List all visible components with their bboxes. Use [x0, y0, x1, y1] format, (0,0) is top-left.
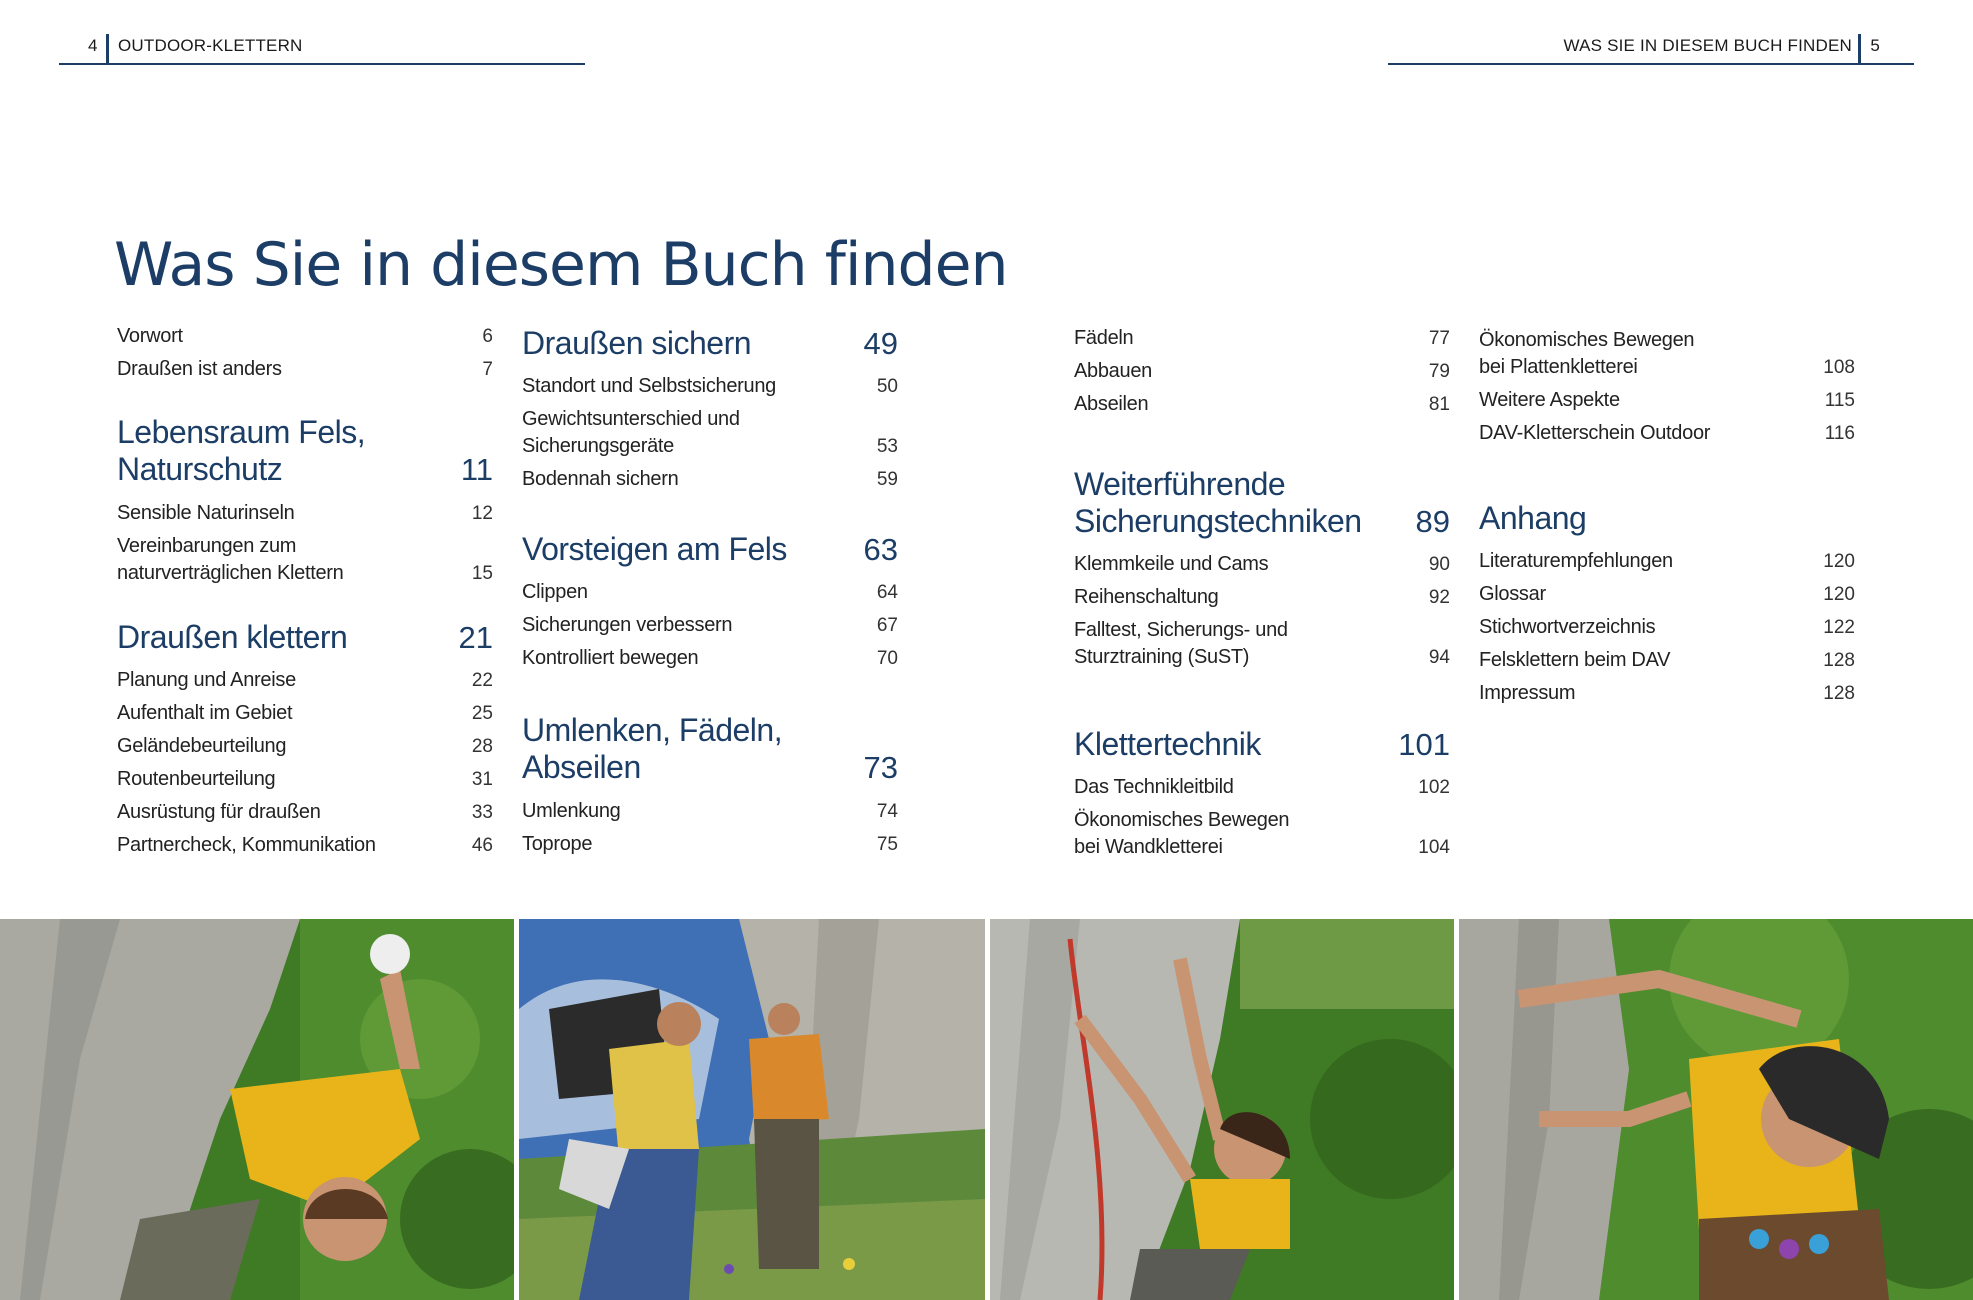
toc-label: Routenbeurteilung — [117, 768, 276, 790]
toc-label: Gewichtsunterschied und Sicherungsgeräte — [522, 408, 740, 457]
toc-chapter-draussen-klettern[interactable] — [117, 619, 493, 656]
toc-page: 70 — [876, 648, 898, 669]
toc-entry-routen[interactable] — [117, 766, 493, 793]
toc-label: Bodennah sichern — [522, 468, 679, 490]
toc-label: Felsklettern beim DAV — [1479, 649, 1671, 671]
toc-entry-faedeln[interactable] — [1074, 325, 1450, 352]
toc-label: Planung und Anreise — [117, 669, 296, 691]
toc-chapter-vorsteigen[interactable] — [522, 531, 898, 568]
toc-page: 128 — [1823, 683, 1855, 704]
toc-label: Falltest, Sicherungs- und Sturztraining (SuST) — [1074, 619, 1288, 668]
toc-entry-planung[interactable] — [117, 667, 493, 694]
toc-chapter-label: Draußen sichern — [522, 325, 752, 361]
toc-entry-felsklettern[interactable] — [1479, 647, 1855, 674]
toc-page: 67 — [876, 615, 898, 636]
toc-page: 12 — [471, 503, 493, 524]
header-rule-right — [1388, 63, 1914, 65]
toc-chapter-umlenken[interactable] — [522, 712, 898, 786]
toc-chapter-label: Draußen klettern — [117, 619, 348, 655]
toc-entry-gewicht[interactable] — [522, 406, 898, 460]
toc-page: 115 — [1824, 390, 1855, 411]
toc-entry-dav-schein[interactable] — [1479, 420, 1855, 447]
header-divider-right — [1858, 34, 1861, 64]
photo-helmet-climber — [1459, 919, 1973, 1300]
toc-entry-reihenschaltung[interactable] — [1074, 584, 1450, 611]
toc-page: 15 — [471, 563, 493, 584]
toc-page: 92 — [1428, 587, 1450, 608]
toc-label: DAV-Kletterschein Outdoor — [1479, 422, 1711, 444]
toc-page: 81 — [1428, 394, 1450, 415]
running-header-right — [1560, 34, 1880, 64]
toc-page: 120 — [1823, 584, 1855, 605]
toc-chapter-page: 63 — [863, 532, 898, 567]
toc-label: Reihenschaltung — [1074, 586, 1219, 608]
toc-page: 122 — [1823, 617, 1855, 638]
toc-page: 22 — [471, 670, 493, 691]
toc-chapter-page: 101 — [1398, 727, 1450, 762]
toc-page: 102 — [1418, 777, 1450, 798]
toc-label: Vorwort — [117, 325, 183, 347]
toc-entry-abseilen[interactable] — [1074, 391, 1450, 418]
photo-hikers — [519, 919, 985, 1300]
toc-entry-vorwort[interactable] — [117, 323, 493, 350]
toc-label: Abseilen — [1074, 393, 1149, 415]
toc-page: 90 — [1428, 554, 1450, 575]
toc-entry-plattenkletterei[interactable] — [1479, 327, 1855, 381]
toc-label: Ökonomisches Bewegen bei Wandkletterei — [1074, 809, 1290, 858]
toc-entry-literatur[interactable] — [1479, 548, 1855, 575]
toc-label: Geländebeurteilung — [117, 735, 287, 757]
toc-label: Draußen ist anders — [117, 358, 282, 380]
toc-chapter-page: 89 — [1415, 504, 1450, 539]
toc-label: Sicherungen verbessern — [522, 614, 733, 636]
toc-label: Glossar — [1479, 583, 1546, 605]
toc-entry-sicherungen[interactable] — [522, 612, 898, 639]
toc-entry-klemmkeile[interactable] — [1074, 551, 1450, 578]
toc-label: Sensible Naturinseln — [117, 502, 295, 524]
toc-chapter-page: 73 — [863, 750, 898, 785]
toc-entry-ausruestung[interactable] — [117, 799, 493, 826]
toc-entry-wandkletterei[interactable] — [1074, 807, 1450, 861]
toc-chapter-label: Anhang — [1479, 500, 1587, 536]
toc-label: Ökonomisches Bewegen bei Plattenkletterei — [1479, 329, 1695, 378]
toc-page: 116 — [1824, 423, 1855, 444]
toc-page: 31 — [471, 769, 493, 790]
toc-chapter-page: 49 — [863, 326, 898, 361]
toc-chapter-lebensraum[interactable] — [117, 414, 493, 488]
toc-label: Aufenthalt im Gebiet — [117, 702, 293, 724]
toc-label: Clippen — [522, 581, 588, 603]
toc-chapter-weiterfuehrend[interactable] — [1074, 466, 1450, 540]
toc-page: 108 — [1823, 357, 1855, 378]
toc-entry-naturinseln[interactable] — [117, 500, 493, 527]
toc-entry-abbauen[interactable] — [1074, 358, 1450, 385]
toc-page: 25 — [471, 703, 493, 724]
toc-entry-weitere[interactable] — [1479, 387, 1855, 414]
toc-label: Ausrüstung für draußen — [117, 801, 321, 823]
toc-page: 77 — [1428, 328, 1450, 349]
page-title: Was Sie in diesem Buch finden — [114, 230, 1008, 301]
toc-page: 6 — [482, 326, 493, 347]
toc-page: 74 — [876, 801, 898, 822]
toc-chapter-anhang[interactable] — [1479, 500, 1855, 537]
toc-page: 94 — [1428, 647, 1450, 668]
toc-label: Toprope — [522, 833, 593, 855]
toc-entry-bodennah[interactable] — [522, 466, 898, 493]
toc-page: 50 — [876, 376, 898, 397]
toc-page: 120 — [1823, 551, 1855, 572]
page-number-left: 4 — [88, 36, 98, 55]
toc-entry-glossar[interactable] — [1479, 581, 1855, 608]
toc-chapter-draussen-sichern[interactable] — [522, 325, 898, 362]
toc-page: 59 — [876, 469, 898, 490]
toc-label: Umlenkung — [522, 800, 621, 822]
toc-chapter-klettertechnik[interactable] — [1074, 726, 1450, 763]
toc-chapter-label: Lebensraum Fels, Naturschutz — [117, 414, 366, 487]
header-rule-left — [59, 63, 585, 65]
toc-entry-kontrolliert[interactable] — [522, 645, 898, 672]
toc-entry-gelaende[interactable] — [117, 733, 493, 760]
toc-page: 46 — [471, 835, 493, 856]
toc-label: Impressum — [1479, 682, 1576, 704]
toc-label: Standort und Selbstsicherung — [522, 375, 776, 397]
toc-chapter-page: 21 — [458, 620, 493, 655]
toc-entry-aufenthalt[interactable] — [117, 700, 493, 727]
toc-entry-standort[interactable] — [522, 373, 898, 400]
photo-boulderer — [0, 919, 514, 1300]
toc-chapter-label: Umlenken, Fädeln, Abseilen — [522, 712, 783, 785]
toc-entry-vereinbarungen[interactable] — [117, 533, 493, 587]
toc-page: 79 — [1428, 361, 1450, 382]
toc-label: Partnercheck, Kommunikation — [117, 834, 376, 856]
toc-chapter-label: Weiterführende Sicherungstechniken — [1074, 466, 1362, 539]
toc-label: Kontrolliert bewegen — [522, 647, 699, 669]
toc-label: Stichwortverzeichnis — [1479, 616, 1656, 638]
toc-label: Weitere Aspekte — [1479, 389, 1620, 411]
toc-chapter-label: Vorsteigen am Fels — [522, 531, 787, 567]
toc-entry-technikleitbild[interactable] — [1074, 774, 1450, 801]
running-title-right: WAS SIE IN DIESEM BUCH FINDEN — [1563, 36, 1852, 55]
toc-page: 128 — [1823, 650, 1855, 671]
toc-label: Literaturempfehlungen — [1479, 550, 1673, 572]
toc-page: 33 — [471, 802, 493, 823]
running-header-left — [88, 34, 588, 64]
photo-wall-climber — [990, 919, 1454, 1300]
toc-entry-impressum[interactable] — [1479, 680, 1855, 707]
toc-entry-stichwort[interactable] — [1479, 614, 1855, 641]
toc-page: 104 — [1418, 837, 1450, 858]
toc-entry-partnercheck[interactable] — [117, 832, 493, 859]
toc-label: Vereinbarungen zum naturverträglichen Klettern — [117, 535, 344, 584]
toc-page: 28 — [471, 736, 493, 757]
toc-label: Fädeln — [1074, 327, 1134, 349]
page-number-right: 5 — [1870, 36, 1880, 55]
toc-page: 75 — [876, 834, 898, 855]
toc-entry-draussen-anders[interactable] — [117, 356, 493, 383]
toc-chapter-label: Klettertechnik — [1074, 726, 1261, 762]
toc-label: Abbauen — [1074, 360, 1152, 382]
toc-entry-umlenkung[interactable] — [522, 798, 898, 825]
toc-entry-toprope[interactable] — [522, 831, 898, 858]
header-divider-left — [106, 34, 109, 64]
toc-entry-falltest[interactable] — [1074, 617, 1450, 671]
toc-page: 53 — [876, 436, 898, 457]
running-title-left: OUTDOOR-KLETTERN — [118, 36, 303, 55]
toc-label: Das Technikleitbild — [1074, 776, 1234, 798]
toc-page: 64 — [876, 582, 898, 603]
toc-chapter-page: 11 — [460, 452, 493, 487]
toc-label: Klemmkeile und Cams — [1074, 553, 1269, 575]
toc-page: 7 — [482, 359, 493, 380]
toc-entry-clippen[interactable] — [522, 579, 898, 606]
